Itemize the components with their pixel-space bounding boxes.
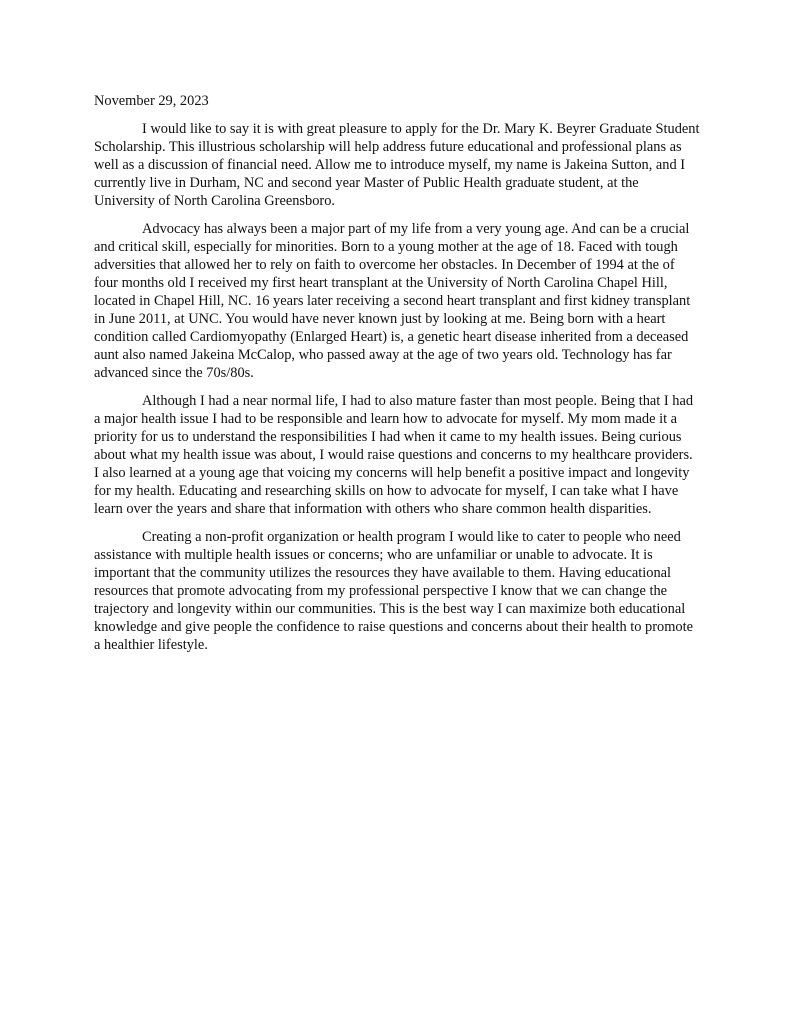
paragraph-maturity: Although I had a near normal life, I had to also mature faster than most people. Being that I had a major health issue I had to be responsible and learn how to advocate for myself. My mom made it a priority for us to understand the responsibilities I had when it came to my health issues. Being curious about what my health issue was about, I would raise questions and concerns to my healthcare providers. I also learned at a young age that voicing my concerns will help benefit a positive impact and longevity for my health. Educating and researching skills on how to advocate for myself, I can take what I have learn over the years and share that information with others who share common health disparities. [94, 393, 694, 517]
paragraph-nonprofit-plans: Creating a non-profit organization or health program I would like to cater to people who need assistance with multiple health issues or concerns; who are unfamiliar or unable to advocate. It is important that the community utilizes the resources they have available to them. Having educational resources that promote advocating from my professional perspective I know that we can change the trajectory and longevity within our communities. This is the best way I can maximize both educational knowledge and give people the confidence to raise questions and concerns about their health to promote a healthier lifestyle. [94, 529, 694, 653]
letter-date: November 29, 2023 [94, 93, 209, 109]
paragraph-advocacy: Advocacy has always been a major part of my life from a very young age. And can be a crucial and critical skill, especially for minorities. Born to a young mother at the age of 18. Faced with tough adversities that allowed her to rely on faith to overcome her obstacles. In December of 1994 at the of four months old I received my first heart transplant at the University of North Carolina Chapel Hill, located in Chapel Hill, NC. 16 years later receiving a second heart transplant and first kidney transplant in June 2011, at UNC. You would have never known just by looking at me. Being born with a heart condition called Cardiomyopathy (Enlarged Heart) is, a genetic heart disease inherited from a deceased aunt also named Jakeina McCalop, who passed away at the age of two years old. Technology has far advanced since the 70s/80s. [94, 221, 691, 381]
paragraph-introduction: I would like to say it is with great pleasure to apply for the Dr. Mary K. Beyrer Graduate Student Scholarship. This illustrious scholarship will help address future educational and professional plans as well as a discussion of financial need. Allow me to introduce myself, my name is Jakeina Sutton, and I currently live in Durham, NC and second year Master of Public Health graduate student, at the University of North Carolina Greensboro. [94, 121, 700, 209]
letter-body [94, 92, 701, 664]
